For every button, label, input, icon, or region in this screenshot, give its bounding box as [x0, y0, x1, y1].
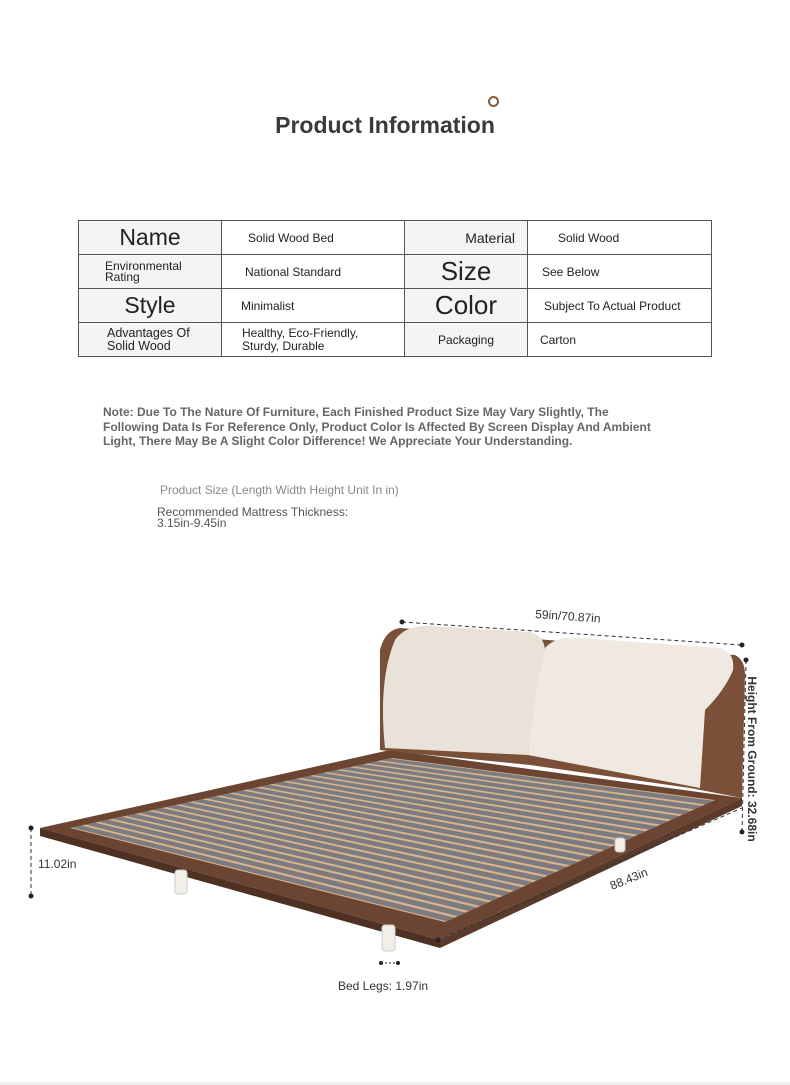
table-row	[79, 255, 712, 289]
label-environmental-rating: Environmental Rating	[79, 255, 222, 289]
value-advantages: Healthy, Eco-Friendly, Sturdy, Durable	[222, 323, 405, 357]
label-name: Name	[79, 221, 222, 255]
bed-leg	[615, 838, 625, 852]
value-material: Solid Wood	[528, 221, 712, 255]
label-advantages: Advantages Of Solid Wood	[79, 323, 222, 357]
dim-length-label: 88.43in	[607, 865, 650, 893]
mattress-thickness	[157, 507, 348, 529]
table-row	[79, 323, 712, 357]
table-row	[79, 221, 712, 255]
label-style: Style	[79, 289, 222, 323]
product-info-table	[78, 220, 712, 357]
value-name: Solid Wood Bed	[222, 221, 405, 255]
bed-leg	[382, 925, 395, 951]
product-size-header: Product Size (Length Width Height Unit In in)	[160, 483, 399, 497]
mattress-value: 3.15in-9.45in	[157, 516, 227, 530]
bed-illustration	[0, 560, 790, 1000]
value-size: See Below	[528, 255, 712, 289]
page-title: Product Information	[275, 112, 495, 138]
label-size: Size	[405, 255, 528, 289]
decorative-ring-icon	[488, 96, 499, 107]
bed-leg	[175, 870, 187, 894]
label-packaging: Packaging	[405, 323, 528, 357]
value-style: Minimalist	[222, 289, 405, 323]
label-material: Material	[405, 221, 528, 255]
mattress-label: Recommended Mattress Thickness:	[157, 505, 349, 519]
dim-width-label: 59in/70.87in	[534, 607, 601, 626]
headboard-cushion-left	[383, 626, 545, 755]
dim-height-label: Height From Ground: 32.68in	[745, 676, 759, 842]
value-packaging: Carton	[528, 323, 712, 357]
table-row	[79, 289, 712, 323]
label-color: Color	[405, 289, 528, 323]
value-color: Subject To Actual Product	[528, 289, 712, 323]
dim-side-height-label: 11.02in	[38, 857, 77, 871]
dim-legs-label: Bed Legs: 1.97in	[338, 979, 429, 993]
disclaimer-note: Note: Due To The Nature Of Furniture, Each Finished Product Size May Vary Slightly, The Following Data Is For Reference Only, Product Color Is Affected By Screen Display And Ambient Light, There May Be A Slight Color Difference! We Appreciate Your Understanding.	[103, 405, 651, 448]
value-environmental-rating: National Standard	[222, 255, 405, 289]
